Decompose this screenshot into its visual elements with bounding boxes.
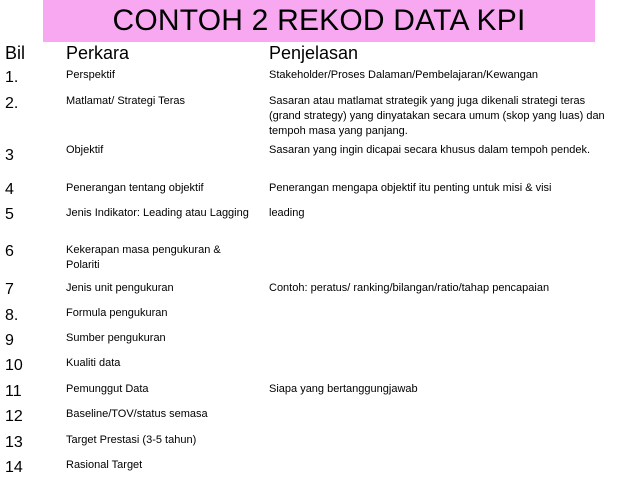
row-bil: 9 (5, 332, 14, 349)
row-perkara: Penerangan tentang objektif (66, 182, 204, 194)
title-banner (43, 0, 595, 42)
row-perkara: Sumber pengukuran (66, 332, 166, 344)
row-perkara: Objektif (66, 144, 104, 156)
row-penjelasan: Contoh: peratus/ ranking/bilangan/ratio/tahap pencapaian (269, 282, 550, 294)
row-perkara: Target Prestasi (3-5 tahun) (66, 434, 197, 446)
row-bil: 13 (5, 434, 23, 451)
header-bil: Bil (5, 43, 26, 63)
row-penjelasan: leading (269, 207, 305, 219)
row-bil: 6 (5, 243, 14, 260)
row-perkara: Matlamat/ Strategi Teras (66, 95, 186, 107)
row-bil: 4 (5, 181, 14, 198)
row-bil: 3 (5, 147, 14, 164)
row-perkara: Baseline/TOV/status semasa (66, 408, 208, 420)
row-penjelasan: Siapa yang bertanggungjawab (269, 383, 418, 395)
row-penjelasan: Sasaran yang ingin dicapai secara khusus dalam tempoh pendek. (269, 144, 591, 156)
row-perkara: Perspektif (66, 69, 115, 81)
row-bil: 8. (5, 307, 19, 324)
row-perkara: Jenis Indikator: Leading atau Lagging (66, 207, 249, 219)
row-perkara: Pemunggut Data (66, 383, 149, 395)
row-perkara: Formula pengukuran (66, 307, 168, 319)
header-perkara: Perkara (66, 43, 130, 63)
page-title: CONTOH 2 REKOD DATA KPI (112, 4, 526, 37)
row-bil: 2. (5, 95, 19, 112)
row-bil: 11 (5, 383, 22, 400)
row-penjelasan: Stakeholder/Proses Dalaman/Pembelajaran/Kewangan (269, 69, 539, 81)
row-bil: 12 (5, 408, 23, 425)
row-bil: 5 (5, 206, 14, 223)
row-bil: 1. (5, 69, 19, 86)
row-penjelasan: Penerangan mengapa objektif itu penting untuk misi & visi (269, 182, 552, 194)
row-bil: 14 (5, 459, 23, 476)
row-perkara: Kualiti data (66, 357, 121, 369)
row-bil: 10 (5, 357, 23, 374)
header-penjelasan: Penjelasan (269, 43, 359, 63)
row-perkara: Kekerapan masa pengukuran & Polariti (66, 244, 221, 271)
row-perkara: Jenis unit pengukuran (66, 282, 174, 294)
row-penjelasan: Sasaran atau matlamat strategik yang juga dikenali strategi teras (grand strategy) yang dinyatakan secara umum (skop yang luas) dan tempoh masa yang panjang. (269, 95, 605, 137)
row-bil: 7 (5, 281, 14, 298)
row-perkara: Rasional Target (66, 459, 143, 471)
